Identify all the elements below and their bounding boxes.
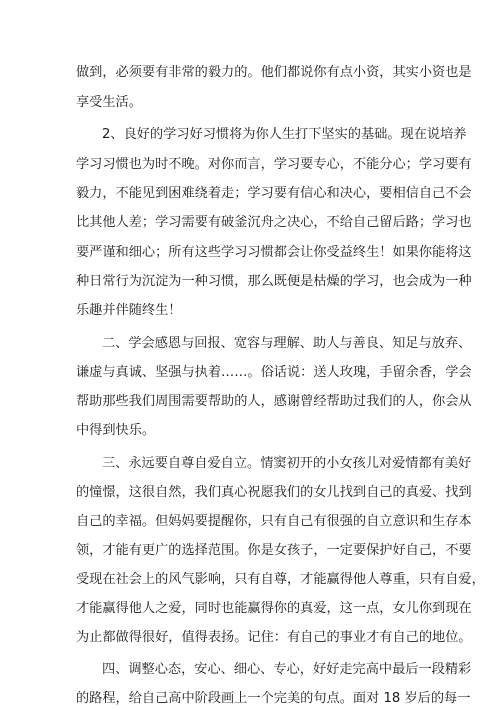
text-line: 种日常行为沉淀为一种习惯，那么既便是枯燥的学习，也会成为一种	[76, 274, 472, 289]
paragraph-2-first-line: 2、良好的学习好习惯将为你人生打下坚实的基础。现在说培养	[102, 127, 467, 142]
text-line: 的路程，给自己高中阶段画上一个完美的句点。面对 18 岁后的每一	[76, 691, 471, 706]
text-line: 才能赢得他人之爱，同时也能赢得你的真爱，这一点，女儿你到现在	[76, 601, 472, 616]
text-line: 要严谨和细心；所有这些学习习惯都会让你受益终生！如果你能将这	[76, 245, 472, 260]
text-line: 自己的幸福。但妈妈要提醒你，只有自己有很强的自立意识和生存本	[76, 514, 472, 529]
text-line: 中得到快乐。	[76, 423, 156, 438]
section-four-first-line: 四、调整心态，安心、细心、专心，好好走完高中最后一段精彩	[102, 662, 472, 677]
text-line: 毅力，不能见到困难绕着走；学习要有信心和决心，要相信自己不会	[76, 186, 472, 201]
text-line: 乐趣并伴随终生！	[76, 303, 182, 318]
text-line: 受现在社会上的风气影响，只有自尊，才能赢得他人尊重，只有自爱，	[76, 572, 485, 587]
text-line: 做到，必须要有非常的毅力的。他们都说你有点小资，其实小资也是	[76, 65, 472, 80]
text-line: 比其他人差；学习需要有破釜沉舟之决心，不给自己留后路；学习也	[76, 215, 472, 230]
text-line: 享受生活。	[76, 95, 142, 110]
text-line: 帮助那些我们周围需要帮助的人，感谢曾经帮助过我们的人，你会从	[76, 394, 472, 409]
text-line: 为止都做得很好，值得表扬。记住：有自己的事业才有自己的地位。	[76, 630, 472, 645]
text-line: 学习习惯也为时不晚。对你而言，学习要专心，不能分心；学习要有	[76, 157, 472, 172]
text-line: 谦虚与真诚、坚强与执着……。俗话说：送人玫瑰，手留余香，学会	[76, 365, 472, 380]
text-line: 领，才能有更广的选择范围。你是女孩子，一定要保护好自己，不要	[76, 543, 472, 558]
section-two-first-line: 二、学会感恩与回报、宽容与理解、助人与善良、知足与放弃、	[102, 336, 472, 351]
text-line: 的憧憬，这很自然，我们真心祝愿我们的女儿找到自己的真爱、找到	[76, 485, 472, 500]
section-three-first-line: 三、永远要自尊自爱自立。情窦初开的小女孩儿对爱情都有美好	[102, 456, 472, 471]
